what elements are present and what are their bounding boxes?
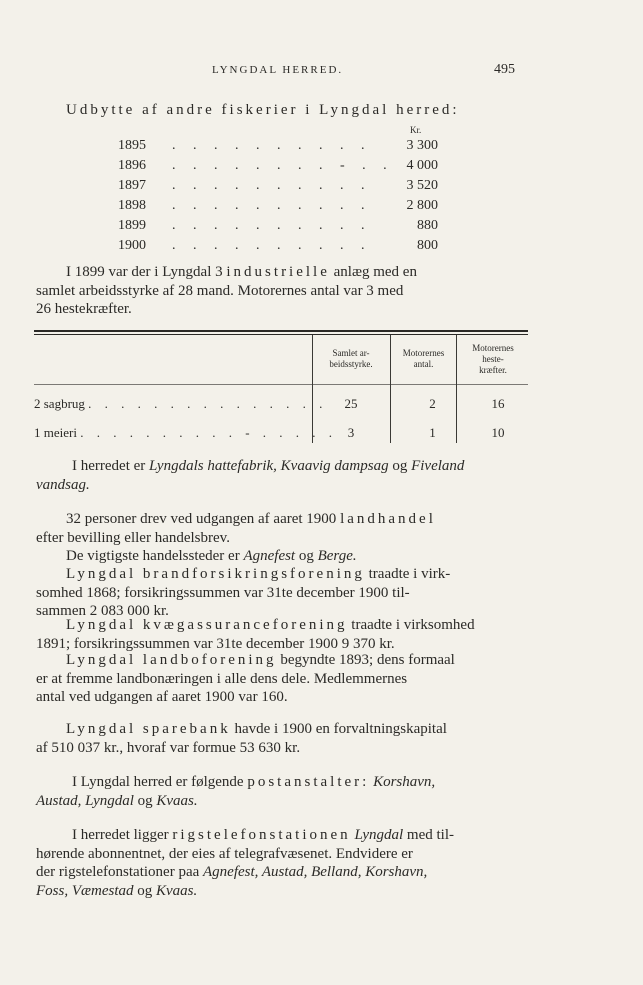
table-header-rule	[34, 384, 528, 385]
column-header-motors	[391, 348, 456, 370]
text-run: landhandel	[340, 511, 436, 527]
page-number: 495	[494, 62, 515, 77]
year: 1895	[118, 138, 146, 153]
text-run: rigstelefonstationen	[172, 827, 351, 843]
header-line: heste-	[482, 354, 504, 364]
text-line	[36, 547, 566, 566]
text-run: Agnefest	[243, 548, 296, 564]
text-run: Berge.	[317, 548, 357, 564]
fisheries-title-text: Udbytte af andre fiskerier i Lyngdal herred:	[66, 102, 460, 118]
text-run: Kvaas.	[156, 792, 198, 809]
text-line	[36, 792, 566, 811]
text-line: er at fremme landbonæringen i alle dens dele. Medlemmernes	[36, 670, 408, 687]
fisheries-row	[118, 158, 438, 178]
year: 1900	[118, 238, 146, 253]
text-line: sammen 2 083 000 kr.	[36, 603, 169, 619]
table-cell: 25	[344, 396, 358, 411]
telephone-paragraph	[36, 826, 566, 900]
cattle-insurance-paragraph	[36, 616, 566, 653]
text-line: hørende abonnentnet, der eies af telegrafvæsenet. Endvidere er	[36, 845, 413, 862]
text-run: og	[388, 458, 412, 474]
amount: 3 300	[406, 138, 438, 153]
text-run: 32 personer drev ved udgangen af aaret 1900	[66, 511, 341, 527]
table-top-rule	[34, 334, 528, 335]
leader-dots: . . . . . . . . . .	[172, 138, 372, 153]
text-run: traadte i virksomhed	[347, 617, 475, 633]
text-run: Lyngdal kvægassuranceforening	[66, 617, 348, 633]
fisheries-title	[66, 102, 460, 119]
year: 1897	[118, 178, 146, 193]
row-name: 2 sagbrug	[34, 396, 85, 411]
farmers-union-paragraph	[36, 651, 566, 707]
amount: 800	[417, 238, 438, 253]
text-run: havde i 1900 en forvaltningskapital	[230, 721, 447, 737]
text-run: anlæg med en	[329, 264, 417, 280]
text-run: De vigtigste handelssteder er	[66, 548, 244, 564]
text-run: I Lyngdal herred er følgende	[72, 774, 248, 790]
header-line: Motorernes	[402, 348, 445, 358]
text-line: 1891; forsikringssummen var 31te december 1900 9 370 kr.	[36, 635, 395, 652]
text-run: I herredet er	[72, 458, 150, 474]
year: 1899	[118, 218, 146, 233]
text-line: efter bevilling eller handelsbrev.	[36, 529, 230, 546]
year: 1896	[118, 158, 146, 173]
text-line: 26 hestekræfter.	[36, 301, 132, 317]
leader-dots: . . . . . . . . . .	[172, 178, 372, 193]
text-line	[36, 510, 566, 529]
text-line	[36, 651, 566, 670]
table-cell: 10	[491, 425, 505, 440]
text-line	[36, 720, 566, 739]
leader-dots: . . . . . . . . . . . . . . .	[88, 396, 328, 411]
table-cell: 3	[347, 425, 355, 440]
year: 1898	[118, 198, 146, 213]
text-line	[36, 457, 566, 476]
header-line: Samlet ar-	[332, 348, 370, 358]
amount: 2 800	[406, 198, 438, 213]
text-run: Lyngdal landboforening	[66, 652, 277, 668]
text-run: postanstalter:	[247, 774, 370, 790]
header-line: kræfter.	[479, 365, 507, 375]
text-line	[36, 616, 566, 635]
savings-bank-paragraph	[36, 720, 566, 757]
text-run: traadte i virk-	[364, 566, 451, 582]
text-run: Austad, Lyngdal	[36, 792, 134, 809]
header-line: Motorernes	[472, 343, 514, 353]
text-line: vandsag.	[36, 476, 90, 493]
fisheries-row	[118, 218, 438, 238]
factories-paragraph	[36, 457, 566, 494]
text-run: Agnefest, Austad, Belland, Korshavn,	[203, 864, 428, 880]
leader-dots: . . . . . . . . . .	[172, 198, 372, 213]
amount: 3 520	[406, 178, 438, 193]
text-run: I herredet ligger	[72, 827, 173, 843]
table-row-label	[34, 425, 337, 441]
column-header-horsepower	[457, 343, 529, 376]
text-run: Kvaas.	[156, 882, 198, 899]
text-line	[36, 826, 566, 845]
text-run: Fiveland	[411, 458, 465, 474]
trade-paragraph	[36, 510, 566, 566]
text-line	[36, 263, 566, 282]
text-run: og	[133, 792, 157, 809]
text-run: Foss, Væmestad	[36, 882, 134, 899]
text-run: med til-	[403, 827, 454, 843]
amount: 880	[417, 218, 438, 233]
industry-paragraph	[36, 263, 566, 319]
running-head: LYNGDAL HERRED.	[212, 64, 344, 76]
fisheries-row	[118, 198, 438, 218]
text-run: og	[133, 882, 156, 899]
column-header-workforce	[312, 348, 390, 370]
post-paragraph	[36, 773, 566, 810]
table-row-label	[34, 396, 327, 412]
text-line	[36, 882, 566, 901]
text-line: samlet arbeidsstyrke af 28 mand. Motorernes antal var 3 med	[36, 282, 404, 299]
leader-dots: . . . . . . . . . .	[172, 238, 372, 253]
text-run: Lyngdal	[354, 827, 404, 843]
text-line: antal ved udgangen af aaret 1900 var 160.	[36, 689, 288, 705]
currency-header: Kr.	[410, 125, 422, 135]
text-line: af 510 037 kr., hvoraf var formue 53 630 kr.	[36, 739, 301, 756]
leader-dots: . . . . . . . . . . - . . . . .	[80, 425, 338, 440]
text-line	[36, 863, 566, 882]
table-top-rule	[34, 330, 528, 332]
amount: 4 000	[406, 158, 438, 173]
text-line	[36, 773, 566, 792]
header-line: antal.	[413, 359, 434, 369]
text-run: begyndte 1893; dens formaal	[276, 652, 455, 668]
table-cell: 16	[491, 396, 505, 411]
text-run: Lyngdals hattefabrik, Kvaavig dampsag	[149, 458, 389, 474]
text-run: industrielle	[226, 264, 330, 280]
text-line: somhed 1868; forsikringssummen var 31te december 1900 til-	[36, 584, 410, 601]
fisheries-row	[118, 238, 438, 258]
fisheries-row	[118, 178, 438, 198]
leader-dots: . . . . . . . . - . .	[172, 158, 394, 173]
text-run: Lyngdal brandforsikringsforening	[66, 566, 365, 582]
text-run: Korshavn,	[373, 774, 436, 790]
text-run: I 1899 var der i Lyngdal 3	[66, 264, 227, 280]
row-name: 1 meieri	[34, 425, 77, 440]
text-run: der rigstelefonstationer paa	[36, 864, 204, 880]
leader-dots: . . . . . . . . . .	[172, 218, 372, 233]
text-run: Lyngdal sparebank	[66, 721, 231, 737]
table-cell: 2	[429, 396, 436, 411]
fisheries-row	[118, 138, 438, 158]
header-line: beidsstyrke.	[329, 359, 373, 369]
text-run: og	[295, 548, 318, 564]
fire-insurance-paragraph	[36, 565, 566, 621]
text-line	[36, 565, 566, 584]
table-cell: 1	[429, 425, 436, 440]
